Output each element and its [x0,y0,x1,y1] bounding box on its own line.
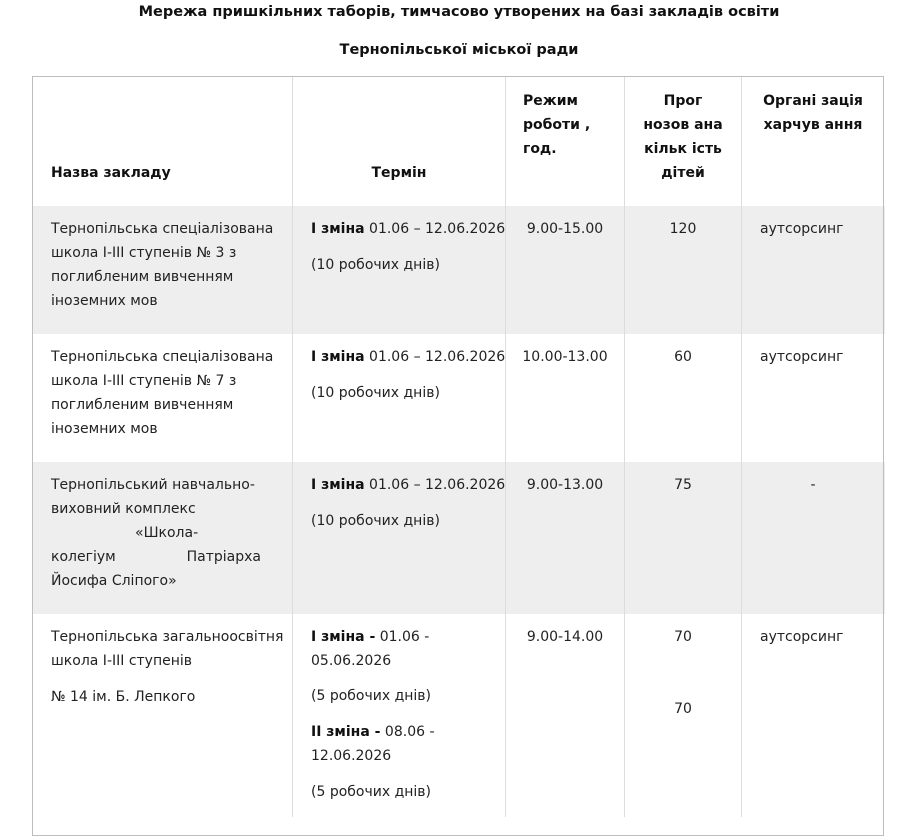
row3-mode: 9.00-13.00 [526,477,604,493]
row4-mode: 9.00-14.00 [526,629,604,645]
row4-children: 70 [674,629,692,645]
row2-food: аутсорсинг [760,349,844,365]
header-term: Термін [371,165,427,181]
row1-food: аутсорсинг [760,221,844,237]
row1-mode: 9.00-15.00 [526,221,604,237]
row2-name: Тернопільська спеціалізована школа І-ІІІ ступенів № 7 з поглибленим вивченням іноземних мов [51,349,274,437]
row3-name: Тернопільський навчально- виховний комплекс «Школа- колегіум Патріарха Йосифа Сліпого» [51,477,261,589]
header-name: Назва закладу [51,165,171,181]
row3-term: І зміна 01.06 – 12.06.2026 (10 робочих днів) [311,477,506,529]
row4-food: аутсорсинг [760,629,844,645]
row4-children-shift2: 70 [674,701,692,717]
table-frame [32,76,884,836]
row3-children: 75 [674,477,692,493]
document-subtitle: Тернопільської міської ради [339,42,579,58]
row2-mode: 10.00-13.00 [522,349,608,365]
header-food: Органі зація харчув ання [763,93,863,133]
header-forecast: Прог нозов ана кільк ість дітей [643,93,723,181]
row3-food: - [810,477,816,493]
row1-term: І зміна 01.06 – 12.06.2026 (10 робочих днів) [311,221,506,273]
row2-term: І зміна 01.06 – 12.06.2026 (10 робочих днів) [311,349,506,401]
row1-children: 120 [669,221,697,237]
header-mode: Режим роботи , год. [523,93,591,157]
row1-name: Тернопільська спеціалізована школа І-ІІІ ступенів № 3 з поглибленим вивченням іноземних мов [51,221,274,309]
row4-name: Тернопільська загальноосвітня школа І-ІІІ ступенів № 14 ім. Б. Лепкого [51,629,284,705]
row4-term: І зміна - 01.06 - 05.06.2026 (5 робочих днів) ІІ зміна - 08.06 - 12.06.2026 (5 робочих днів) [311,629,435,800]
row2-children: 60 [674,349,692,365]
document-title: Мережа пришкільних таборів, тимчасово утворених на базі закладів освіти [138,4,780,20]
